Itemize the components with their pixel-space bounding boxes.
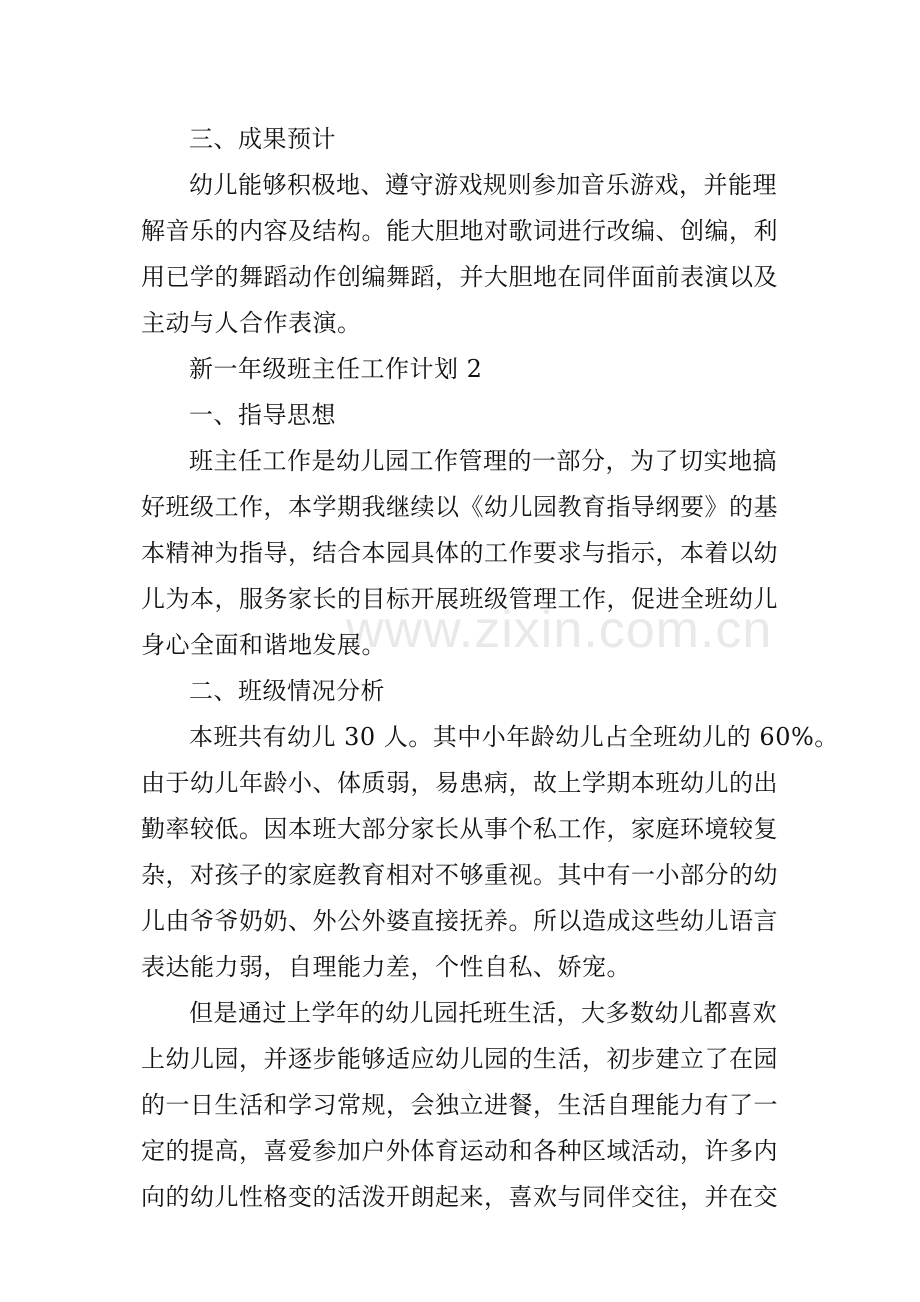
paragraph-line: 由于幼儿年龄小、体质弱，易患病，故上学期本班幼儿的出 [141, 769, 778, 797]
document-title: 新一年级班主任工作计划 2 [189, 355, 483, 383]
paragraph-line: 身心全面和谐地发展。 [141, 631, 386, 659]
document-body [141, 116, 839, 1220]
section-heading-class-analysis: 二、班级情况分析 [189, 677, 385, 705]
section-heading-expected-results: 三、成果预计 [189, 125, 336, 153]
paragraph-line: 杂，对孩子的家庭教育相对不够重视。其中有一小部分的幼 [141, 861, 778, 889]
paragraph-line: 本班共有幼儿 30 人。其中小年龄幼儿占全班幼儿的 60%。 [189, 723, 839, 751]
paragraph-line: 定的提高，喜爱参加户外体育运动和各种区域活动，许多内 [141, 1137, 778, 1165]
paragraph-line: 的一日生活和学习常规，会独立进餐，生活自理能力有了一 [141, 1091, 778, 1119]
paragraph-line: 表达能力弱，自理能力差，个性自私、娇宠。 [141, 953, 631, 981]
paragraph-line: 儿由爷爷奶奶、外公外婆直接抚养。所以造成这些幼儿语言 [141, 907, 778, 935]
paragraph-line: 勤率较低。因本班大部分家长从事个私工作，家庭环境较复 [141, 815, 778, 843]
paragraph-line: 幼儿能够积极地、遵守游戏规则参加音乐游戏，并能理 [189, 171, 777, 199]
paragraph-line: 儿为本，服务家长的目标开展班级管理工作，促进全班幼儿 [141, 585, 778, 613]
paragraph-line: 用已学的舞蹈动作创编舞蹈，并大胆地在同伴面前表演以及 [141, 263, 778, 291]
paragraph-line: 主动与人合作表演。 [141, 309, 362, 337]
paragraph-line: 解音乐的内容及结构。能大胆地对歌词进行改编、创编，利 [141, 217, 778, 245]
paragraph-line: 班主任工作是幼儿园工作管理的一部分，为了切实地搞 [189, 447, 777, 475]
section-heading-guiding-ideology: 一、指导思想 [189, 401, 336, 429]
paragraph-line: 上幼儿园，并逐步能够适应幼儿园的生活，初步建立了在园 [141, 1045, 778, 1073]
paragraph-line: 向的幼儿性格变的活泼开朗起来，喜欢与同伴交往，并在交 [141, 1183, 778, 1211]
paragraph-line: 好班级工作，本学期我继续以《幼儿园教育指导纲要》的基 [141, 493, 778, 521]
paragraph-line: 但是通过上学年的幼儿园托班生活，大多数幼儿都喜欢 [189, 999, 777, 1027]
paragraph-line: 本精神为指导，结合本园具体的工作要求与指示，本着以幼 [141, 539, 778, 567]
watermark: www.zixin.com.cn [346, 601, 773, 659]
